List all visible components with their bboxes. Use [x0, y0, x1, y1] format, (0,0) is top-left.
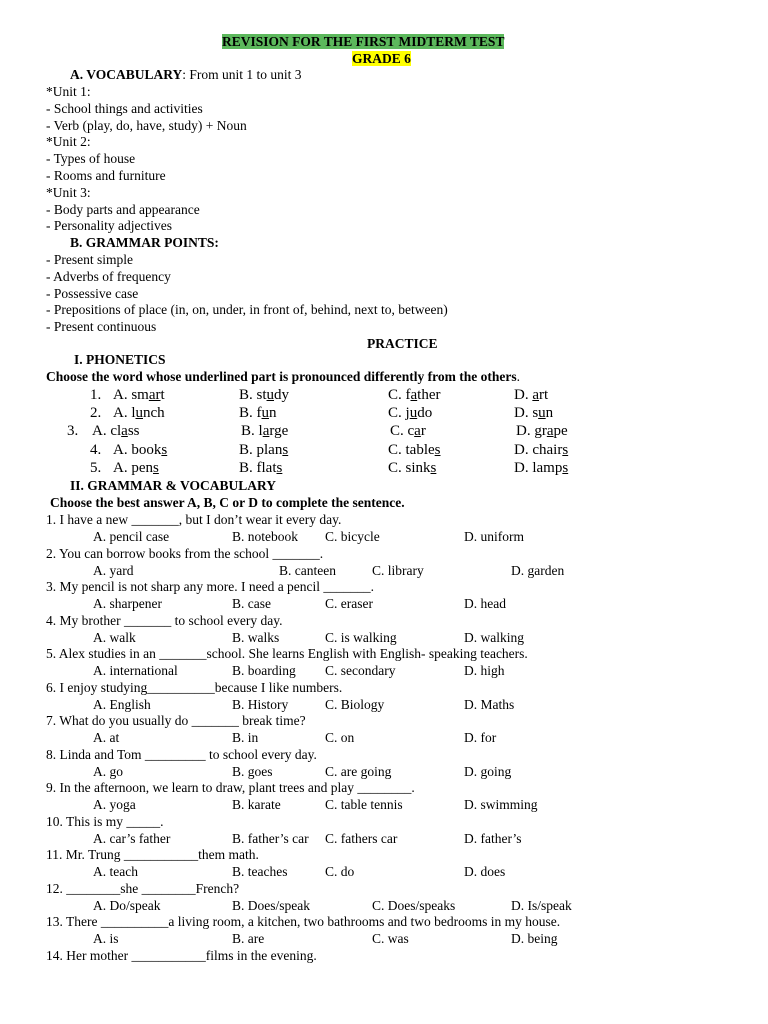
- answer-option: C. table tennis: [325, 797, 403, 812]
- vocabulary-line: *Unit 3:: [46, 184, 91, 200]
- question-text: 7. What do you usually do _______ break time?: [46, 713, 306, 728]
- phonetics-option: [239, 386, 289, 404]
- option-text: B. f: [239, 405, 262, 421]
- option-text: B. l: [241, 423, 263, 439]
- answer-option: D. Is/speak: [511, 897, 572, 913]
- phonetics-option: [239, 404, 277, 422]
- question-text: 12. ________she ________French?: [46, 880, 240, 896]
- answer-option: A. Do/speak: [93, 897, 161, 913]
- underlined-part: s: [161, 442, 168, 458]
- underlined-part: ar: [148, 387, 161, 403]
- option-text: n: [269, 405, 277, 421]
- option-text: A. cl: [92, 423, 122, 439]
- vocabulary-line: - Personality adjectives: [46, 218, 172, 234]
- option-text: n: [545, 405, 554, 421]
- answer-option: C. fathers car: [325, 830, 398, 846]
- answer-option: D. does: [464, 864, 506, 879]
- underlined-part: u: [266, 387, 275, 403]
- option-text: C. table: [388, 442, 435, 458]
- option-text: ss: [127, 423, 140, 439]
- vocabulary-line: - Body parts and appearance: [46, 201, 200, 217]
- option-text: B. st: [239, 387, 267, 403]
- option-text: A. book: [113, 442, 162, 458]
- answer-option: A. at: [93, 730, 120, 745]
- phonetics-option: [239, 441, 288, 459]
- answer-option: A. sharpener: [93, 596, 162, 611]
- vocabulary-line: - Verb (play, do, have, study) + Noun: [46, 117, 247, 133]
- answer-option: D. garden: [511, 562, 565, 578]
- underlined-part: s: [153, 460, 159, 476]
- answer-option: D. walking: [464, 629, 524, 645]
- underlined-part: u: [538, 405, 546, 421]
- answer-option: D. father’s: [464, 830, 522, 846]
- option-text: do: [417, 405, 433, 421]
- question-text: 3. My pencil is not sharp any more. I need a pencil _______.: [46, 579, 375, 594]
- question-text: 1. I have a new _______, but I don’t wear it every day.: [46, 512, 342, 527]
- answer-option: C. was: [372, 931, 409, 946]
- phonetics-option: [390, 422, 426, 440]
- question-text: 10. This is my _____.: [46, 813, 164, 829]
- answer-option: B. father’s car: [232, 830, 309, 846]
- answer-option: D. being: [511, 931, 558, 946]
- vocabulary-line: *Unit 2:: [46, 134, 91, 150]
- answer-option: C. Does/speaks: [372, 897, 456, 913]
- answer-option: C. on: [325, 730, 355, 745]
- underlined-part: a: [414, 423, 421, 439]
- answer-option: D. uniform: [464, 529, 524, 544]
- phonetics-option: [388, 441, 441, 459]
- practice-heading: PRACTICE: [367, 336, 438, 351]
- option-text: D. chair: [514, 442, 563, 458]
- phonetics-number: 4.: [90, 442, 102, 458]
- underlined-part: a: [532, 387, 540, 403]
- answer-option: B. notebook: [232, 529, 298, 544]
- vocabulary-line: - Rooms and furniture: [46, 168, 166, 183]
- vocabulary-line: - Types of house: [46, 151, 136, 167]
- answer-option: C. secondary: [325, 663, 396, 678]
- grammar-line: - Adverbs of frequency: [46, 268, 171, 284]
- option-text: D. s: [514, 405, 539, 421]
- answer-option: D. swimming: [464, 797, 538, 812]
- phonetics-number: 2.: [90, 405, 102, 421]
- answer-option: B. boarding: [232, 663, 296, 678]
- answer-option: D. for: [464, 730, 497, 745]
- option-text: r: [420, 423, 426, 439]
- question-text: 6. I enjoy studying__________because I like numbers.: [46, 679, 343, 695]
- answer-option: A. teach: [93, 864, 138, 879]
- option-text: C. c: [390, 423, 415, 439]
- underlined-part: s: [434, 442, 441, 458]
- question-text: 8. Linda and Tom _________ to school every day.: [46, 746, 317, 762]
- phonetics-option: [514, 386, 548, 404]
- grammar-line: - Present simple: [46, 252, 133, 267]
- grammar-line: - Present continuous: [46, 319, 157, 335]
- option-text: D. lamp: [514, 460, 563, 476]
- answer-option: B. in: [232, 730, 259, 745]
- answer-option: A. English: [93, 696, 151, 712]
- vocabulary-line: - School things and activities: [46, 100, 203, 116]
- answer-option: A. yard: [93, 562, 134, 578]
- phonetics-option: [113, 459, 159, 477]
- underlined-part: s: [430, 460, 437, 476]
- answer-option: D. high: [464, 663, 505, 678]
- underlined-part: a: [546, 423, 554, 439]
- option-text: rge: [269, 423, 289, 439]
- option-text: B. flat: [239, 460, 277, 476]
- option-text: C. sink: [388, 460, 431, 476]
- grammar-line: - Possessive case: [46, 285, 139, 301]
- answer-option: C. bicycle: [325, 529, 380, 544]
- answer-option: B. walks: [232, 629, 280, 645]
- question-text: 11. Mr. Trung ___________them math.: [46, 847, 259, 862]
- phonetics-option: [388, 386, 441, 404]
- option-text: B. plan: [239, 442, 283, 458]
- option-text: A. sm: [113, 387, 149, 403]
- answer-option: A. yoga: [93, 797, 136, 812]
- phonetics-option: [239, 459, 282, 477]
- option-text: pe: [553, 423, 568, 439]
- underlined-part: u: [261, 405, 269, 421]
- grammar-vocab-instruction: Choose the best answer A, B, C or D to complete the sentence.: [50, 495, 405, 510]
- option-text: nch: [143, 405, 165, 421]
- answer-option: D. Maths: [464, 696, 515, 712]
- answer-option: C. eraser: [325, 596, 373, 611]
- question-text: 9. In the afternoon, we learn to draw, plant trees and play ________.: [46, 780, 415, 795]
- phonetics-number: 1.: [90, 387, 102, 403]
- question-text: 14. Her mother ___________films in the evening.: [46, 947, 317, 963]
- answer-option: B. teaches: [232, 864, 288, 879]
- answer-option: B. History: [232, 696, 289, 712]
- option-text: dy: [274, 387, 290, 403]
- underlined-part: u: [409, 405, 418, 421]
- option-text: C. f: [388, 387, 411, 403]
- question-text: 13. There __________a living room, a kitchen, two bathrooms and two bedrooms in my house.: [46, 914, 561, 929]
- phonetics-option: [113, 441, 167, 459]
- question-text: 2. You can borrow books from the school _______.: [46, 545, 324, 561]
- question-text: 5. Alex studies in an _______school. She learns English with English- speaking teachers.: [46, 646, 528, 661]
- phonetics-option: [92, 422, 140, 440]
- answer-option: C. library: [372, 562, 424, 578]
- grammar-heading: B. GRAMMAR POINTS:: [70, 235, 219, 250]
- answer-option: B. are: [232, 931, 265, 946]
- phonetics-number: 3.: [67, 423, 79, 439]
- underlined-part: a: [262, 423, 270, 439]
- answer-option: B. karate: [232, 797, 281, 812]
- option-text: D. gr: [516, 423, 547, 439]
- answer-option: A. international: [93, 663, 178, 678]
- grammar-vocab-heading: II. GRAMMAR & VOCABULARY: [70, 478, 277, 493]
- option-text: t: [160, 387, 165, 403]
- option-text: ther: [417, 387, 441, 403]
- underlined-part: s: [562, 460, 569, 476]
- phonetics-option: [514, 459, 568, 477]
- answer-option: B. Does/speak: [232, 897, 310, 913]
- answer-option: A. is: [93, 931, 119, 946]
- answer-option: A. car’s father: [93, 830, 171, 846]
- vocabulary-line: *Unit 1:: [46, 84, 91, 99]
- answer-option: C. do: [325, 864, 355, 879]
- grade-label: GRADE 6: [352, 51, 411, 66]
- underlined-part: s: [282, 442, 289, 458]
- underlined-part: s: [562, 442, 569, 458]
- phonetics-option: [241, 422, 288, 440]
- phonetics-option: [514, 404, 553, 422]
- phonetics-option: [113, 386, 165, 404]
- phonetics-option: [516, 422, 568, 440]
- document-title: REVISION FOR THE FIRST MIDTERM TEST: [222, 34, 505, 49]
- answer-option: C. are going: [325, 763, 392, 779]
- vocabulary-heading: A. VOCABULARY: From unit 1 to unit 3: [70, 67, 302, 82]
- phonetics-option: [388, 459, 436, 477]
- answer-option: A. go: [93, 763, 123, 779]
- answer-option: D. going: [464, 763, 512, 779]
- answer-option: B. case: [232, 596, 271, 611]
- phonetics-option: [113, 404, 165, 422]
- option-text: D.: [514, 387, 533, 403]
- phonetics-instruction: Choose the word whose underlined part is pronounced differently from the others.: [46, 369, 521, 384]
- question-text: 4. My brother _______ to school every day.: [46, 612, 283, 628]
- underlined-part: a: [121, 423, 128, 439]
- option-text: A. pen: [113, 460, 153, 476]
- phonetics-number: 5.: [90, 460, 102, 476]
- underlined-part: u: [135, 405, 143, 421]
- answer-option: A. walk: [93, 629, 136, 645]
- grammar-line: - Prepositions of place (in, on, under, in front of, behind, next to, between): [46, 302, 448, 318]
- option-text: rt: [539, 387, 549, 403]
- answer-option: D. head: [464, 596, 506, 611]
- answer-option: C. Biology: [325, 696, 385, 712]
- answer-option: B. canteen: [279, 562, 336, 578]
- underlined-part: a: [410, 387, 418, 403]
- phonetics-option: [388, 404, 432, 422]
- phonetics-option: [514, 441, 568, 459]
- answer-option: A. pencil case: [93, 529, 170, 544]
- phonetics-heading: I. PHONETICS: [74, 352, 166, 367]
- option-text: A. l: [113, 405, 136, 421]
- underlined-part: s: [276, 460, 283, 476]
- answer-option: B. goes: [232, 763, 273, 779]
- answer-option: C. is walking: [325, 629, 397, 645]
- option-text: C. j: [388, 405, 410, 421]
